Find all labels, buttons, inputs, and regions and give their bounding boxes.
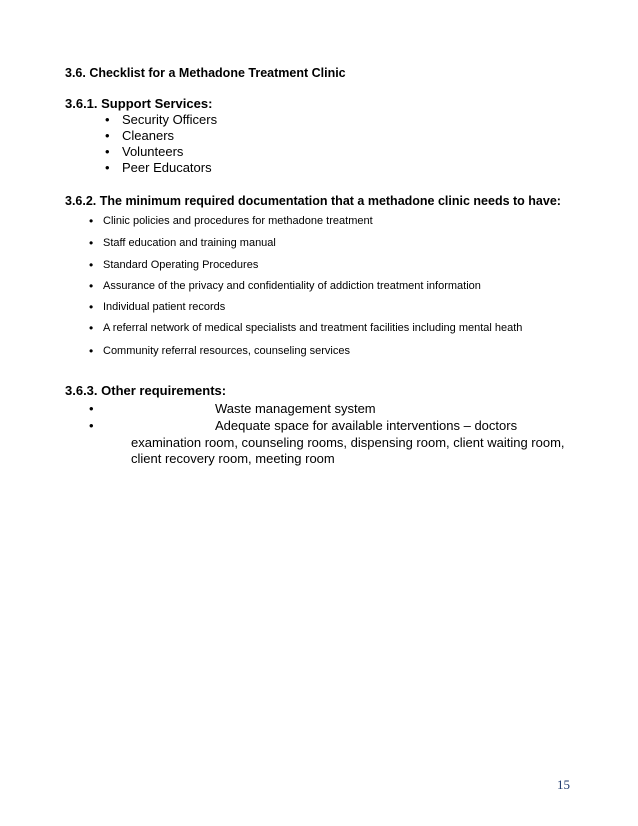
documentation-heading: 3.6.2. The minimum required documentation that a methadone clinic needs to have:	[65, 194, 561, 208]
bullet: •	[89, 279, 94, 293]
list-item-continuation: examination room, counseling rooms, dispensing room, client waiting room,	[131, 435, 565, 450]
other-requirements-heading: 3.6.3. Other requirements:	[65, 383, 227, 398]
list-item-text: Clinic policies and procedures for methadone treatment	[103, 215, 373, 227]
bullet: •	[89, 300, 94, 314]
bullet: •	[89, 214, 94, 228]
list-item-text: Security Officers	[122, 112, 218, 127]
list-item-text: Peer Educators	[122, 160, 212, 175]
bullet: •	[89, 344, 94, 358]
bullet: •	[105, 128, 110, 143]
list-item-text: A referral network of medical specialists and treatment facilities including mental heath	[103, 322, 523, 334]
bullet: •	[89, 321, 94, 335]
bullet: •	[89, 401, 94, 416]
list-item-text: Assurance of the privacy and confidentiality of addiction treatment information	[103, 280, 481, 292]
bullet: •	[105, 144, 110, 159]
bullet: •	[105, 160, 110, 175]
list-item-text: Adequate space for available interventions – doctors	[215, 418, 518, 433]
page-number: 15	[557, 777, 570, 792]
list-item-text: Individual patient records	[103, 301, 226, 313]
list-item-text: Waste management system	[215, 401, 376, 416]
section-title: 3.6. Checklist for a Methadone Treatment Clinic	[65, 66, 346, 80]
list-item-text: Community referral resources, counseling services	[103, 345, 350, 357]
list-item-text: Staff education and training manual	[103, 237, 276, 249]
list-item-text: Cleaners	[122, 128, 175, 143]
list-item-text: Standard Operating Procedures	[103, 259, 259, 271]
bullet: •	[89, 258, 94, 272]
bullet: •	[89, 418, 94, 433]
bullet: •	[89, 236, 94, 250]
list-item-text: Volunteers	[122, 144, 184, 159]
list-item-continuation: client recovery room, meeting room	[131, 451, 335, 466]
support-services-heading: 3.6.1. Support Services:	[65, 96, 213, 111]
bullet: •	[105, 112, 110, 127]
